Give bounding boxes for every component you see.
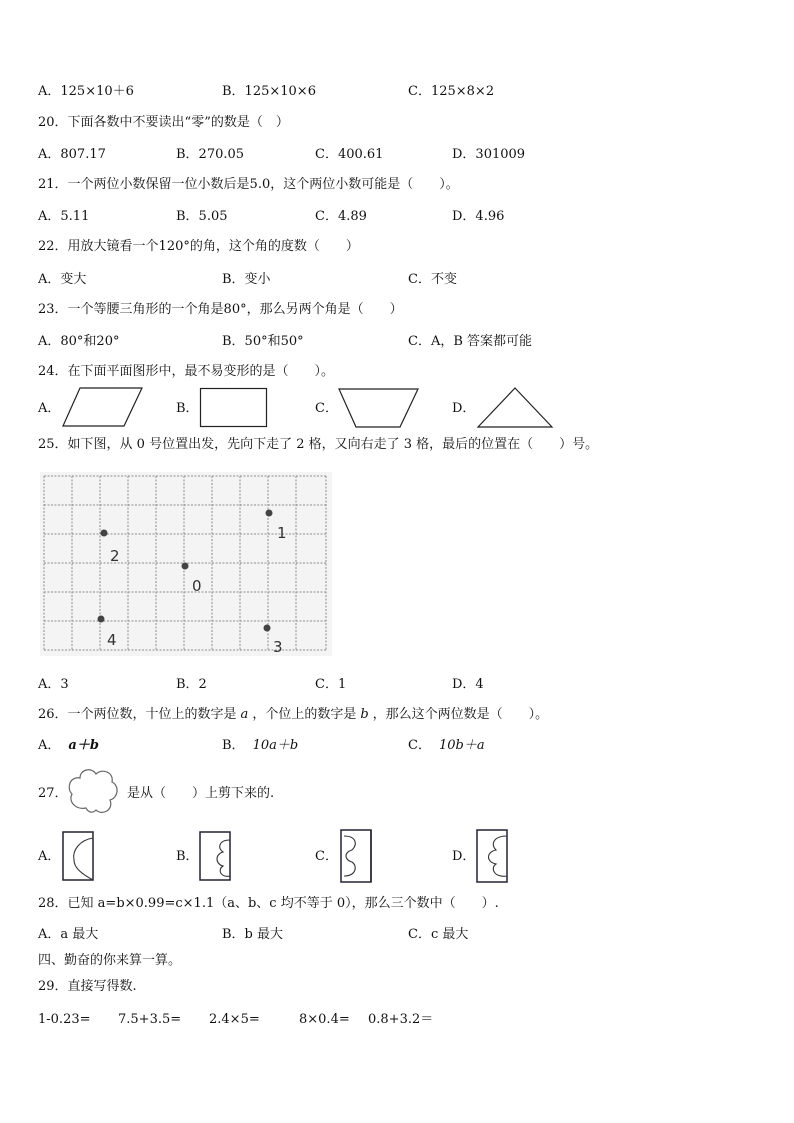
q22-stem: 22．用放大镜看一个120°的角，这个角的度数（ ） (38, 239, 359, 254)
q26-var-b: b (360, 707, 369, 722)
q23-stem: 23．一个等腰三角形的一个角是80°，那么另两个角是（ ） (38, 302, 403, 317)
q23-option-a: A．80°和20° (38, 334, 120, 349)
point-4-label: 4 (107, 631, 117, 649)
triangle-shape (476, 386, 554, 430)
q21-option-c: C．4.89 (315, 209, 367, 224)
q22-option-c: C．不变 (408, 272, 457, 287)
q19-option-a: A．125×10＋6 (38, 84, 134, 99)
clover-cutout-icon (66, 766, 122, 818)
q25-option-d: D．4 (452, 677, 484, 692)
q26-option-b-label: B． (222, 738, 245, 753)
point-3-dot (264, 625, 271, 632)
folded-paper-a-icon (62, 830, 96, 882)
point-0-dot (182, 563, 189, 570)
q23-option-b: B．50°和50° (222, 334, 304, 349)
q27-stem: 是从（ ）上剪下来的. (127, 786, 275, 801)
q29-item: 0.8+3.2＝ (368, 1012, 434, 1027)
q24-option-a: A． (38, 401, 61, 416)
q26-option-a (38, 738, 99, 754)
q29-item: 1-0.23= (38, 1012, 91, 1027)
q26-stem-mid: ，个位上的数字是 (252, 707, 357, 722)
q29-item: 7.5+3.5= (118, 1012, 182, 1027)
q27-option-c: C． (315, 849, 338, 864)
q28-option-b: B．b 最大 (222, 927, 284, 942)
q22-option-b: B．变小 (222, 272, 271, 287)
q24-stem: 24．在下面平面图形中，最不易变形的是（ ）。 (38, 364, 335, 379)
q27-option-a: A． (38, 849, 61, 864)
q29-item: 8×0.4= (299, 1012, 350, 1027)
point-1-label: 1 (277, 524, 287, 542)
q25-option-c: C．1 (315, 677, 347, 692)
q24-option-d: D． (452, 401, 476, 416)
q25-stem: 25．如下图，从 0 号位置出发，先向下走了 2 格，又向右走了 3 格，最后的位置在（ ）号。 (38, 437, 599, 452)
q26-option-c-label: C． (408, 738, 431, 753)
q21-option-a: A．5.11 (38, 209, 90, 224)
q26-stem-pre: 26．一个两位数，十位上的数字是 (38, 707, 237, 722)
q27-option-d: D． (452, 849, 476, 864)
q27-number: 27． (38, 786, 68, 801)
parallelogram-shape (62, 386, 144, 428)
q29-stem: 29．直接写得数. (38, 979, 137, 994)
q21-stem: 21．一个两位小数保留一位小数后是5.0，这个两位小数可能是（ ）。 (38, 177, 459, 192)
q25-option-a: A．3 (38, 677, 69, 692)
q26-option-b (222, 738, 298, 754)
q20-option-c: C．400.61 (315, 147, 384, 162)
q27-option-b: B． (176, 849, 199, 864)
q28-option-a: A．a 最大 (38, 927, 99, 942)
q20-option-a: A．807.17 (38, 147, 106, 162)
q29-item: 2.4×5= (209, 1012, 260, 1027)
q21-option-b: B．5.05 (176, 209, 228, 224)
q20-stem: 20．下面各数中不要读出“零”的数是（ ） (38, 115, 289, 130)
q26-var-a: a (240, 707, 249, 722)
section-4-heading: 四、勤奋的你来算一算。 (38, 953, 182, 968)
q20-option-d: D．301009 (452, 147, 526, 162)
folded-paper-d-icon (476, 828, 510, 884)
point-0-label: 0 (192, 577, 202, 595)
q19-option-c: C．125×8×2 (408, 84, 495, 99)
q21-option-d: D．4.96 (452, 209, 505, 224)
folded-paper-b-icon (199, 830, 233, 882)
q24-option-c: C． (315, 401, 338, 416)
rectangle-shape (199, 387, 269, 429)
point-4-dot (98, 616, 105, 623)
trapezoid-shape (338, 387, 420, 429)
q24-option-b: B． (176, 401, 199, 416)
point-3-label: 3 (273, 638, 283, 656)
point-2-dot (101, 530, 108, 537)
q26-stem (38, 707, 548, 723)
q26-option-c-expr: 10b＋a (438, 738, 485, 753)
q19-option-b: B．125×10×6 (222, 84, 316, 99)
q25-option-b: B．2 (176, 677, 207, 692)
q26-option-b-expr: 10a＋b (252, 738, 299, 753)
q26-option-a-expr: a＋b (68, 738, 99, 753)
point-2-label: 2 (110, 547, 120, 565)
q20-option-b: B．270.05 (176, 147, 245, 162)
q26-stem-post: ，那么这个两位数是（ ）。 (372, 707, 549, 722)
grid-figure (40, 472, 332, 656)
q28-stem: 28．已知 a=b×0.99=c×1.1（a、b、c 均不等于 0），那么三个数中（ ）. (38, 896, 499, 911)
q26-option-c (408, 738, 485, 754)
q23-option-c: C．A，B 答案都可能 (408, 334, 533, 349)
point-1-dot (266, 510, 273, 517)
folded-paper-c-icon (340, 828, 374, 884)
q22-option-a: A．变大 (38, 272, 87, 287)
q28-option-c: C．c 最大 (408, 927, 469, 942)
q26-option-a-label: A． (38, 738, 61, 753)
